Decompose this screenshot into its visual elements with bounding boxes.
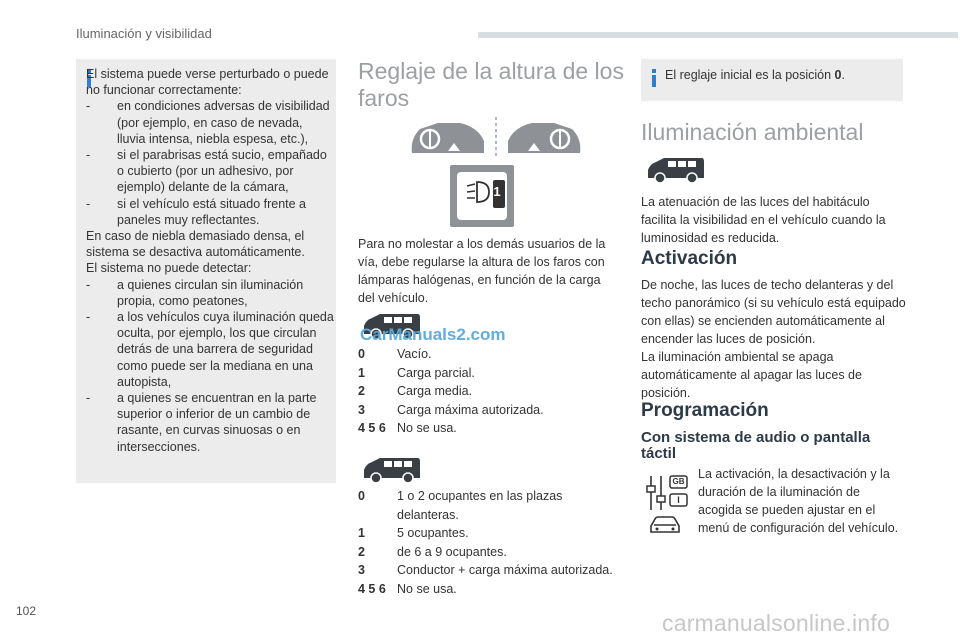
- note-box-right: [641, 59, 903, 101]
- load-positions-list: [358, 345, 620, 438]
- page-number: 102: [16, 604, 37, 618]
- list-value: 5 ocupantes.: [397, 526, 469, 540]
- note-list-item: [86, 147, 334, 196]
- list-row: [358, 580, 620, 599]
- list-row: [358, 543, 620, 562]
- list-dash: -: [86, 310, 91, 325]
- list-key: 1: [358, 526, 365, 540]
- list-dash: -: [86, 196, 91, 211]
- list-key: 0: [358, 489, 365, 503]
- headlamp-intro-text: Para no molestar a los demás usuarios de la vía, debe regularse la altura de los faros con lámparas halógenas, en función de la carga del vehículo.: [358, 237, 606, 305]
- header-rule: [478, 32, 958, 38]
- list-key: 4 5 6: [358, 421, 386, 435]
- list-key: 4 5 6: [358, 581, 386, 596]
- list-row: [358, 419, 620, 438]
- section-heading-headlamp: Reglaje de la altura de los faros: [358, 58, 624, 111]
- list-row: [358, 524, 620, 543]
- headlamp-adjust-switch-icon: [449, 164, 515, 228]
- list-value: Conductor + carga máxima autorizada.: [397, 563, 613, 577]
- info-badge-i: I: [677, 495, 680, 505]
- car-front-left-icon: [412, 123, 484, 153]
- programming-heading: Programación: [641, 400, 769, 421]
- list-row: [358, 382, 620, 401]
- info-icon: [651, 69, 657, 87]
- note-list-item: [86, 309, 334, 390]
- oncoming-cars-illustration: [408, 115, 584, 159]
- list-text: si el parabrisas está sucio, empañado o cubierto (por un adhesivo, por ejemplo) delante de la cámara,: [117, 148, 327, 195]
- list-row: [358, 561, 620, 580]
- note-list-item: [86, 98, 334, 147]
- programming-text: La activación, la desactivación y la duración de la iluminación de acogida se pueden ajustar en el menú de configuración del vehículo.: [698, 467, 899, 535]
- list-text: en condiciones adversas de visibilidad (por ejemplo, en caso de nevada, lluvia intensa, niebla espesa, etc.),: [117, 99, 330, 146]
- van-side-icon-occupants: [362, 456, 422, 484]
- list-value: Vacío.: [397, 347, 432, 361]
- list-row: [358, 345, 620, 364]
- car-front-outline-icon: [648, 514, 682, 536]
- list-text: a quienes circulan sin iluminación propia, como peatones,: [117, 277, 304, 308]
- list-dash: -: [86, 99, 91, 114]
- list-row: [358, 364, 620, 383]
- occupant-positions-list: [358, 487, 620, 598]
- activation-text: De noche, las luces de techo delanteras y del techo panorámico (si su vehículo está equipado con ellas) se encienden automáticamente al encender las luces de posición. La iluminación ambiental se apaga automáticamente al apagar las luces de posición.: [641, 278, 906, 400]
- note-text: [86, 66, 334, 455]
- list-row: [358, 487, 620, 524]
- note-list-item: [86, 196, 334, 228]
- running-header: Iluminación y visibilidad: [76, 26, 212, 41]
- list-text: a quienes se encuentran en la parte superior o inferior de un cambio de rasante, en curvas sinuosas o en intersecciones.: [117, 391, 317, 454]
- ambient-lighting-text: La atenuación de las luces del habitáculo facilita la visibilidad en el vehículo cuando la luminosidad es reducida.: [641, 195, 886, 245]
- note-paragraph: En caso de niebla demasiado densa, el sistema se desactiva automáticamente.: [86, 229, 305, 260]
- footer-watermark: carmanualsonline.info: [662, 610, 890, 636]
- list-key: 1: [358, 365, 365, 380]
- initial-setting-note: El reglaje inicial es la posición 0.: [665, 68, 845, 82]
- list-key: 0: [358, 347, 365, 361]
- list-value: Carga media.: [397, 384, 473, 398]
- list-key: 3: [358, 563, 365, 577]
- list-key: 2: [358, 384, 365, 398]
- section-heading-ambient: Iluminación ambiental: [641, 119, 864, 145]
- activation-heading: Activación: [641, 248, 738, 269]
- note-list-item: [86, 390, 334, 455]
- list-text: si el vehículo está situado frente a paneles muy reflectantes.: [117, 196, 307, 227]
- list-value: Carga máxima autorizada.: [397, 402, 544, 417]
- car-front-right-icon: [508, 123, 580, 153]
- list-value: de 6 a 9 ocupantes.: [397, 544, 507, 559]
- van-side-icon-ambient: [646, 156, 706, 184]
- overlay-watermark-logo: CarManuals2.com: [360, 325, 506, 344]
- list-key: 3: [358, 402, 365, 417]
- list-key: 2: [358, 544, 365, 559]
- list-text: a los vehículos cuya iluminación queda oculta, por ejemplo, los que circulan detrás de una barrera de seguridad como puede ser la mediana en una autopista,: [117, 310, 334, 389]
- list-value: No se usa.: [397, 421, 457, 435]
- switch-position-digit: 1: [493, 184, 501, 199]
- list-dash: -: [86, 277, 91, 292]
- note-box-left: [76, 59, 336, 483]
- note-list-item: [86, 277, 334, 309]
- list-value: 1 o 2 ocupantes en las plazas delanteras.: [397, 489, 563, 522]
- note-paragraph: El sistema puede verse perturbado o puede no funcionar correctamente:: [86, 67, 329, 98]
- list-row: [358, 401, 620, 420]
- list-dash: -: [86, 391, 91, 406]
- list-dash: -: [86, 148, 91, 163]
- list-value: No se usa.: [397, 581, 457, 596]
- list-value: Carga parcial.: [397, 365, 475, 380]
- audio-touchscreen-subheading: Con sistema de audio o pantalla táctil: [641, 429, 871, 462]
- note-paragraph: El sistema no puede detectar:: [86, 261, 252, 276]
- language-badge-gb: GB: [672, 477, 685, 486]
